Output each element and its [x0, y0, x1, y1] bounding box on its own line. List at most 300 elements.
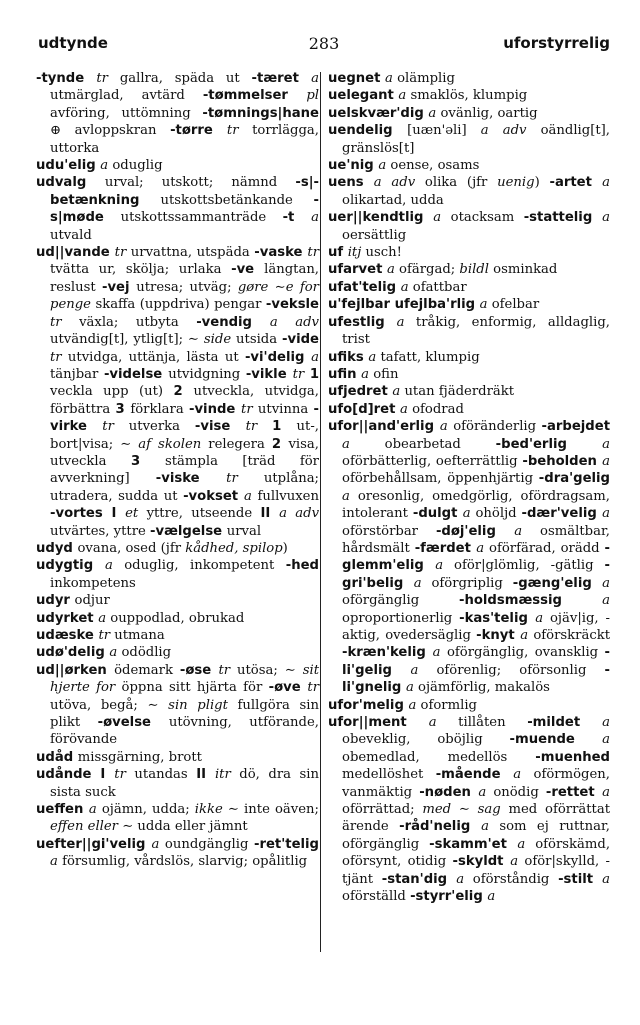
- entry-text: osminkad: [493, 262, 558, 278]
- right-guide-word: uforstyrrelig: [503, 34, 610, 52]
- entry-text: oför|glömlig, -gätlig: [454, 558, 605, 574]
- entry-grammar: tr: [241, 401, 258, 417]
- entry-grammar: a: [481, 819, 500, 835]
- entry-grammar: a: [462, 506, 476, 522]
- entry-text: medellöshet: [342, 767, 436, 783]
- entry-text: utveckla, utvidga, förbättra: [50, 384, 319, 417]
- entry-headword: -ve: [231, 262, 265, 278]
- column-divider: [320, 72, 321, 952]
- entry-text: ojämn, udda;: [101, 802, 195, 818]
- entry-headword: ufarvet: [328, 262, 387, 278]
- dictionary-entry: [328, 261, 610, 278]
- entry-headword: -gri'belig: [342, 558, 610, 591]
- entry-headword: -nøden: [419, 784, 479, 800]
- entry-headword: u'fejlbar ufejlba'rlig: [328, 297, 480, 313]
- entry-headword: II: [260, 506, 280, 522]
- entry-headword: ud||vande: [36, 245, 115, 261]
- entry-grammar: a: [428, 715, 459, 731]
- entry-headword: -gæng'elig: [512, 575, 603, 591]
- entry-headword: 2: [271, 436, 289, 452]
- entry-headword: -stan'dig: [381, 871, 457, 887]
- entry-grammar: a: [342, 488, 358, 504]
- entry-text: utvinna: [257, 401, 314, 417]
- entry-grammar: a: [400, 279, 413, 295]
- entry-text: ohöljd: [475, 506, 522, 522]
- entry-text: veckla upp (ut): [50, 384, 174, 400]
- entry-headword: -rettet: [545, 784, 603, 800]
- entry-text: utskottsbetänkande: [160, 192, 314, 208]
- entry-headword: -dær'velig: [521, 506, 603, 522]
- entry-grammar: a: [602, 210, 610, 226]
- entry-text: [uæn'əli]: [407, 123, 481, 139]
- entry-text: ut-, bort|visa; ∼: [50, 419, 319, 452]
- entry-grammar: a: [151, 836, 165, 852]
- entry-headword: -råd'nelig: [399, 819, 482, 835]
- entry-text: urval; utskott; nämnd: [104, 175, 296, 191]
- entry-headword: -stattelig: [523, 210, 603, 226]
- entry-headword: ufin: [328, 366, 362, 382]
- entry-grammar: a: [510, 854, 525, 870]
- entry-text: utsida: [236, 332, 283, 348]
- entry-text: oförställd: [342, 889, 411, 905]
- entry-grammar: sin pligt: [168, 697, 238, 713]
- entry-headword: -skamm'et: [429, 836, 518, 852]
- entry-grammar: a: [311, 349, 320, 365]
- entry-grammar: a: [413, 575, 432, 591]
- entry-headword: -knyt: [476, 628, 521, 643]
- page-header: [38, 34, 610, 58]
- entry-grammar: a: [408, 697, 421, 713]
- entry-grammar: tr: [292, 366, 310, 382]
- entry-headword: -færdet: [414, 540, 477, 556]
- entry-headword: -dulgt: [412, 506, 463, 522]
- dictionary-entry: [328, 87, 610, 104]
- dictionary-entry: [328, 383, 610, 400]
- entry-text: ofodrad: [412, 401, 464, 417]
- entry-grammar: a: [487, 889, 496, 905]
- entry-grammar: med ∼ sag: [422, 802, 509, 818]
- entry-grammar: a: [386, 262, 400, 278]
- entry-text: skaffa (uppdriva) pengar: [95, 297, 266, 313]
- entry-headword: ufiks: [328, 349, 369, 365]
- entry-grammar: a: [435, 558, 454, 574]
- entry-headword: -vide: [282, 332, 319, 348]
- dictionary-entry: [36, 157, 319, 174]
- entry-grammar: tr: [218, 662, 238, 678]
- dictionary-entry: [328, 714, 610, 905]
- entry-grammar: tr: [226, 471, 264, 487]
- entry-text: osmältbar, hårdsmält: [342, 523, 610, 556]
- entry-headword: -vortes I: [50, 506, 126, 522]
- entry-text: ovänlig, oartig: [440, 105, 538, 121]
- entry-headword: udånde I: [36, 767, 115, 783]
- entry-text: oförgänglig: [342, 593, 459, 609]
- entry-grammar: a: [244, 488, 258, 504]
- entry-grammar: tr: [50, 314, 80, 330]
- entry-grammar: a: [98, 610, 111, 626]
- entry-headword: ufor'melig: [328, 697, 409, 713]
- entry-headword: -li'gnelig: [342, 662, 610, 696]
- entry-grammar: a: [50, 854, 63, 870]
- entry-headword: -arbejdet: [541, 419, 610, 435]
- dictionary-entry: [328, 122, 610, 157]
- entry-headword: 1: [272, 419, 297, 435]
- entry-headword: udu'elig: [36, 158, 101, 174]
- entry-headword: udyr: [36, 593, 75, 609]
- entry-text: utöva, begå; ∼: [50, 697, 169, 713]
- entry-grammar: kådhed, spilop: [185, 540, 283, 556]
- entry-text: med oförrättat ärende: [342, 802, 610, 835]
- entry-grammar: a adv: [480, 123, 541, 139]
- entry-text: oförstörbar: [342, 523, 436, 539]
- entry-text: ): [282, 540, 288, 556]
- dictionary-entry: [328, 157, 610, 174]
- dictionary-entry: [328, 697, 610, 714]
- entry-headword: -mildet: [527, 715, 603, 731]
- entry-text: utplåna; utradera, sudda ut: [50, 471, 320, 504]
- entry-text: usch!: [365, 245, 402, 261]
- entry-grammar: tr: [307, 680, 319, 696]
- entry-grammar: side: [203, 332, 237, 348]
- entry-grammar: a adv: [279, 506, 320, 522]
- entry-text: relegera: [208, 436, 272, 452]
- entry-headword: -s|-betænkning: [50, 175, 319, 208]
- entry-headword: udyrket: [36, 610, 99, 626]
- entry-grammar: a: [456, 871, 473, 887]
- entry-grammar: a: [535, 610, 550, 626]
- entry-headword: -ret'telig: [254, 836, 319, 852]
- entry-headword: -videlse: [103, 366, 169, 382]
- entry-headword: udvalg: [36, 175, 105, 191]
- entry-text: ovana, osed (jfr: [77, 540, 186, 556]
- entry-headword: uelegant: [328, 88, 399, 104]
- entry-grammar: a: [520, 628, 534, 643]
- entry-grammar: itj: [347, 245, 366, 261]
- entry-text: otacksam: [450, 210, 524, 226]
- dictionary-entry: [328, 70, 610, 87]
- entry-text: oförfärad, orädd: [489, 540, 605, 556]
- entry-headword: uens: [328, 175, 374, 191]
- entry-text: stämpla [träd för avverkning]: [50, 453, 319, 487]
- entry-text: smaklös, klumpig: [410, 88, 528, 104]
- entry-text: oförmögen, vanmäktig: [342, 767, 610, 800]
- entry-grammar: a: [405, 680, 418, 696]
- dictionary-entry: [36, 766, 319, 801]
- entry-headword: 2: [173, 384, 194, 400]
- entry-grammar: a: [433, 210, 451, 226]
- entry-grammar: tr: [102, 419, 129, 435]
- entry-headword: udø'delig: [36, 645, 110, 661]
- entry-text: förklara: [130, 401, 189, 417]
- entry-headword: -mående: [435, 767, 514, 783]
- entry-text: ⊕ avloppskran: [50, 123, 171, 139]
- entry-grammar: a: [398, 88, 411, 104]
- entry-headword: -øvelse: [97, 715, 169, 731]
- entry-text: utövning, utförande, förövande: [50, 715, 319, 748]
- entry-grammar: a: [602, 784, 610, 800]
- entry-text: ofelbar: [491, 297, 540, 313]
- entry-grammar: a: [602, 593, 611, 609]
- entry-headword: -veksle: [265, 297, 320, 313]
- entry-grammar: bildl: [459, 262, 494, 278]
- entry-headword: ufor||and'erlig: [328, 419, 440, 435]
- entry-text: urvattna, utspäda: [130, 245, 255, 261]
- entry-headword: -muenhed: [535, 749, 610, 765]
- entry-text: oduglig: [112, 158, 163, 174]
- entry-text: utskottssammanträde: [120, 210, 283, 226]
- entry-text: ödemark: [114, 662, 180, 678]
- left-guide-word: udtynde: [38, 34, 108, 52]
- entry-text: utmana: [114, 628, 165, 643]
- entry-headword: ud||ørken: [36, 662, 115, 678]
- entry-text: onödig: [493, 784, 546, 800]
- entry-text: ouppodlad, obrukad: [110, 610, 245, 626]
- entry-text: oundgänglig: [164, 836, 254, 852]
- entry-grammar: a: [517, 836, 536, 852]
- dictionary-entry: [328, 349, 610, 366]
- dictionary-entry: [328, 401, 610, 418]
- dictionary-entry: [36, 70, 319, 157]
- entry-headword: -artet: [549, 175, 603, 191]
- entry-headword: ufor||ment: [328, 715, 429, 731]
- dictionary-entry: [36, 836, 319, 871]
- entry-grammar: tr: [114, 767, 135, 783]
- page-number: 283: [308, 34, 340, 53]
- entry-grammar: a: [602, 575, 610, 591]
- entry-grammar: a: [378, 158, 391, 174]
- entry-text: längtan, reslust: [50, 262, 320, 295]
- entry-text: oförrättad;: [342, 802, 423, 818]
- entry-headword: -øse: [179, 662, 219, 678]
- entry-headword: -beholden: [522, 453, 603, 469]
- entry-text: oförgriplig: [431, 575, 513, 591]
- entry-text: fullgöra sin plikt: [50, 697, 319, 731]
- entry-headword: -bed'erlig: [495, 436, 603, 452]
- entry-text: tråkig, enformig, alldaglig, trist: [342, 314, 610, 348]
- entry-grammar: a: [400, 401, 413, 417]
- entry-grammar: a: [342, 436, 385, 452]
- entry-grammar: tr: [226, 123, 253, 139]
- entry-text: torrlägga, uttorka: [50, 123, 319, 156]
- entry-text: försumlig, vårdslös, slarvig; opålitlig: [62, 854, 308, 870]
- entry-text: olikartad, udda: [342, 192, 444, 208]
- dictionary-entry: [36, 174, 319, 244]
- entry-text: urval: [226, 523, 262, 539]
- entry-text: utvändig[t], ytlig[t]; ∼: [50, 332, 204, 348]
- entry-headword: -kræn'kelig: [342, 645, 433, 661]
- entry-text: ojäv|ig, -aktig, ovedersäglig: [342, 610, 610, 643]
- dictionary-entry: [328, 174, 610, 209]
- entry-headword: udygtig: [36, 558, 105, 574]
- entry-text: utverka: [128, 419, 195, 435]
- entry-headword: -tørre: [170, 123, 227, 139]
- entry-grammar: a: [478, 784, 494, 800]
- entry-headword: 1: [309, 366, 320, 382]
- entry-grammar: a: [428, 105, 441, 121]
- entry-headword: 3: [115, 401, 131, 417]
- dictionary-entry: [36, 592, 319, 609]
- entry-grammar: a: [410, 662, 437, 678]
- entry-grammar: a: [602, 436, 610, 452]
- dictionary-entry: [36, 610, 319, 627]
- entry-headword: udæske: [36, 628, 99, 643]
- entry-grammar: a: [368, 349, 381, 365]
- entry-grammar: uenig: [497, 175, 535, 191]
- entry-grammar: itr: [214, 767, 240, 783]
- entry-grammar: a: [361, 366, 374, 382]
- entry-headword: -stilt: [558, 871, 603, 887]
- entry-text: avföring, uttömning: [50, 105, 203, 121]
- entry-text: oförståndig: [472, 871, 559, 887]
- entry-headword: -vælgelse: [150, 523, 227, 539]
- entry-headword: -li'gelig: [342, 645, 610, 678]
- entry-text: visa, utveckla: [50, 436, 319, 469]
- entry-headword: -vokset: [183, 488, 245, 504]
- entry-grammar: a: [602, 871, 611, 887]
- entry-grammar: ikke: [194, 802, 228, 818]
- entry-text: utvidgning: [168, 366, 246, 382]
- entry-headword: ue'nig: [328, 158, 379, 174]
- entry-grammar: a: [311, 210, 319, 226]
- dictionary-entry: [328, 314, 610, 349]
- dictionary-entry: [328, 366, 610, 383]
- entry-headword: -glemm'elig: [342, 540, 610, 574]
- entry-text: ∼ inte oäven;: [227, 802, 319, 818]
- entry-text: utmärglad, avtärd: [50, 88, 203, 104]
- entry-headword: uegnet: [328, 71, 385, 86]
- entry-text: tafatt, klumpig: [380, 349, 480, 365]
- dictionary-entry: [328, 105, 610, 122]
- entry-grammar: a: [104, 558, 125, 574]
- dictionary-entry: [36, 627, 319, 644]
- dictionary-entry: [328, 296, 610, 313]
- entry-grammar: a: [396, 314, 416, 330]
- entry-grammar: a: [602, 453, 610, 469]
- entry-text: gallra, späda ut: [119, 71, 252, 86]
- entry-text: dö, dra sin sista suck: [50, 767, 320, 800]
- entry-headword: uf: [328, 245, 348, 261]
- entry-headword: -viske: [155, 471, 227, 487]
- entry-grammar: a: [602, 175, 610, 191]
- entry-grammar: a: [602, 715, 610, 731]
- entry-grammar: a: [432, 645, 447, 661]
- entry-grammar: a: [479, 297, 492, 313]
- entry-grammar: a: [513, 767, 534, 783]
- entry-text: ): [534, 175, 550, 191]
- entry-grammar: pl: [306, 88, 319, 104]
- dictionary-entry: [36, 662, 319, 749]
- entry-text: oföränderlig: [453, 419, 542, 435]
- entry-text: obemedlad, medellös: [342, 749, 536, 765]
- entry-grammar: tr: [307, 245, 319, 261]
- entry-headword: ufat'telig: [328, 279, 401, 295]
- entry-text: yttre, utseende: [146, 506, 261, 522]
- entry-grammar: tr: [98, 628, 115, 643]
- entry-headword: -t: [282, 210, 312, 226]
- entry-headword: -skyldt: [452, 854, 511, 870]
- entry-headword: -kas'telig: [459, 610, 536, 626]
- entry-text: oense, osams: [390, 158, 480, 174]
- entry-text: utvärtes, yttre: [50, 523, 151, 539]
- entry-headword: -vikle: [245, 366, 293, 382]
- entry-headword: uendelig: [328, 123, 408, 139]
- entry-text: ∼ udda eller jämnt: [122, 819, 248, 835]
- entry-headword: uelskvær'dig: [328, 105, 429, 121]
- entry-grammar: a: [100, 158, 113, 174]
- entry-text: som ej ruttnar, oförgänglig: [342, 819, 610, 852]
- entry-text: oförskämd, oförsynt, otidig: [342, 836, 611, 870]
- entry-headword: -tømmelser: [202, 88, 307, 104]
- entry-grammar: a: [602, 732, 610, 748]
- entry-text: oformlig: [420, 697, 477, 713]
- dictionary-entry: [36, 801, 319, 836]
- entry-headword: -vendig: [196, 314, 270, 330]
- entry-text: ofin: [373, 366, 399, 382]
- entry-headword: -tæret: [251, 71, 312, 86]
- dictionary-entry: [36, 557, 319, 592]
- dictionary-entry: [328, 418, 610, 697]
- entry-headword: uer||kendtlig: [328, 210, 434, 226]
- entry-text: oduglig, inkompetent: [124, 558, 286, 574]
- entry-grammar: af skolen: [138, 436, 209, 452]
- entry-grammar: a: [88, 802, 102, 818]
- entry-grammar: tr: [96, 71, 120, 86]
- entry-text: växla; utbyta: [79, 314, 197, 330]
- dictionary-entry: [328, 209, 610, 244]
- entry-headword: ufo[d]ret: [328, 401, 401, 417]
- entry-text: oproportionerlig: [342, 610, 460, 626]
- entry-text: tillåten: [458, 715, 528, 731]
- entry-headword: ueffen: [36, 802, 89, 818]
- entry-text: utan fjäderdräkt: [404, 384, 515, 400]
- dictionary-entry: [36, 540, 319, 557]
- left-column: [36, 70, 319, 871]
- entry-text: oför|skylld, -tjänt: [342, 854, 611, 887]
- entry-grammar: a: [385, 71, 398, 86]
- entry-headword: ufjedret: [328, 384, 393, 400]
- right-column: [328, 70, 610, 906]
- dictionary-entry: [328, 244, 610, 261]
- entry-headword: -tynde: [36, 71, 97, 86]
- entry-grammar: tr: [245, 419, 273, 435]
- entry-grammar: sit hjerte for: [50, 662, 319, 696]
- entry-headword: udyd: [36, 540, 78, 556]
- entry-grammar: a adv: [269, 314, 319, 330]
- entry-headword: -vise: [194, 419, 246, 435]
- entry-text: olämplig: [397, 71, 455, 86]
- entry-headword: -vaske: [254, 245, 308, 261]
- entry-text: ojämförlig, makalös: [418, 680, 550, 696]
- entry-headword: -døj'elig: [435, 523, 515, 539]
- entry-text: obearbetad: [384, 436, 496, 452]
- entry-text: utösa; ∼: [237, 662, 303, 678]
- entry-text: fullvuxen: [257, 488, 319, 504]
- entry-headword: -dra'gelig: [538, 471, 610, 487]
- entry-text: olika (jfr: [424, 175, 498, 191]
- entry-text: utresa; utväg;: [136, 279, 238, 295]
- entry-text: öppna sitt hjärta för: [121, 680, 269, 696]
- entry-headword: -vej: [101, 279, 137, 295]
- entry-headword: ufestlig: [328, 314, 397, 330]
- entry-headword: -hed: [285, 558, 319, 574]
- entry-text: oersättlig: [342, 227, 407, 243]
- entry-headword: -s|møde: [50, 192, 319, 226]
- entry-text: missgärning, brott: [77, 749, 202, 765]
- entry-headword: -tømnings|hane: [202, 105, 319, 121]
- dictionary-entry: [36, 244, 319, 540]
- entry-text: tvätta ur, skölja; urlaka: [50, 262, 232, 278]
- entry-grammar: gøre ∼e for penge: [50, 279, 319, 313]
